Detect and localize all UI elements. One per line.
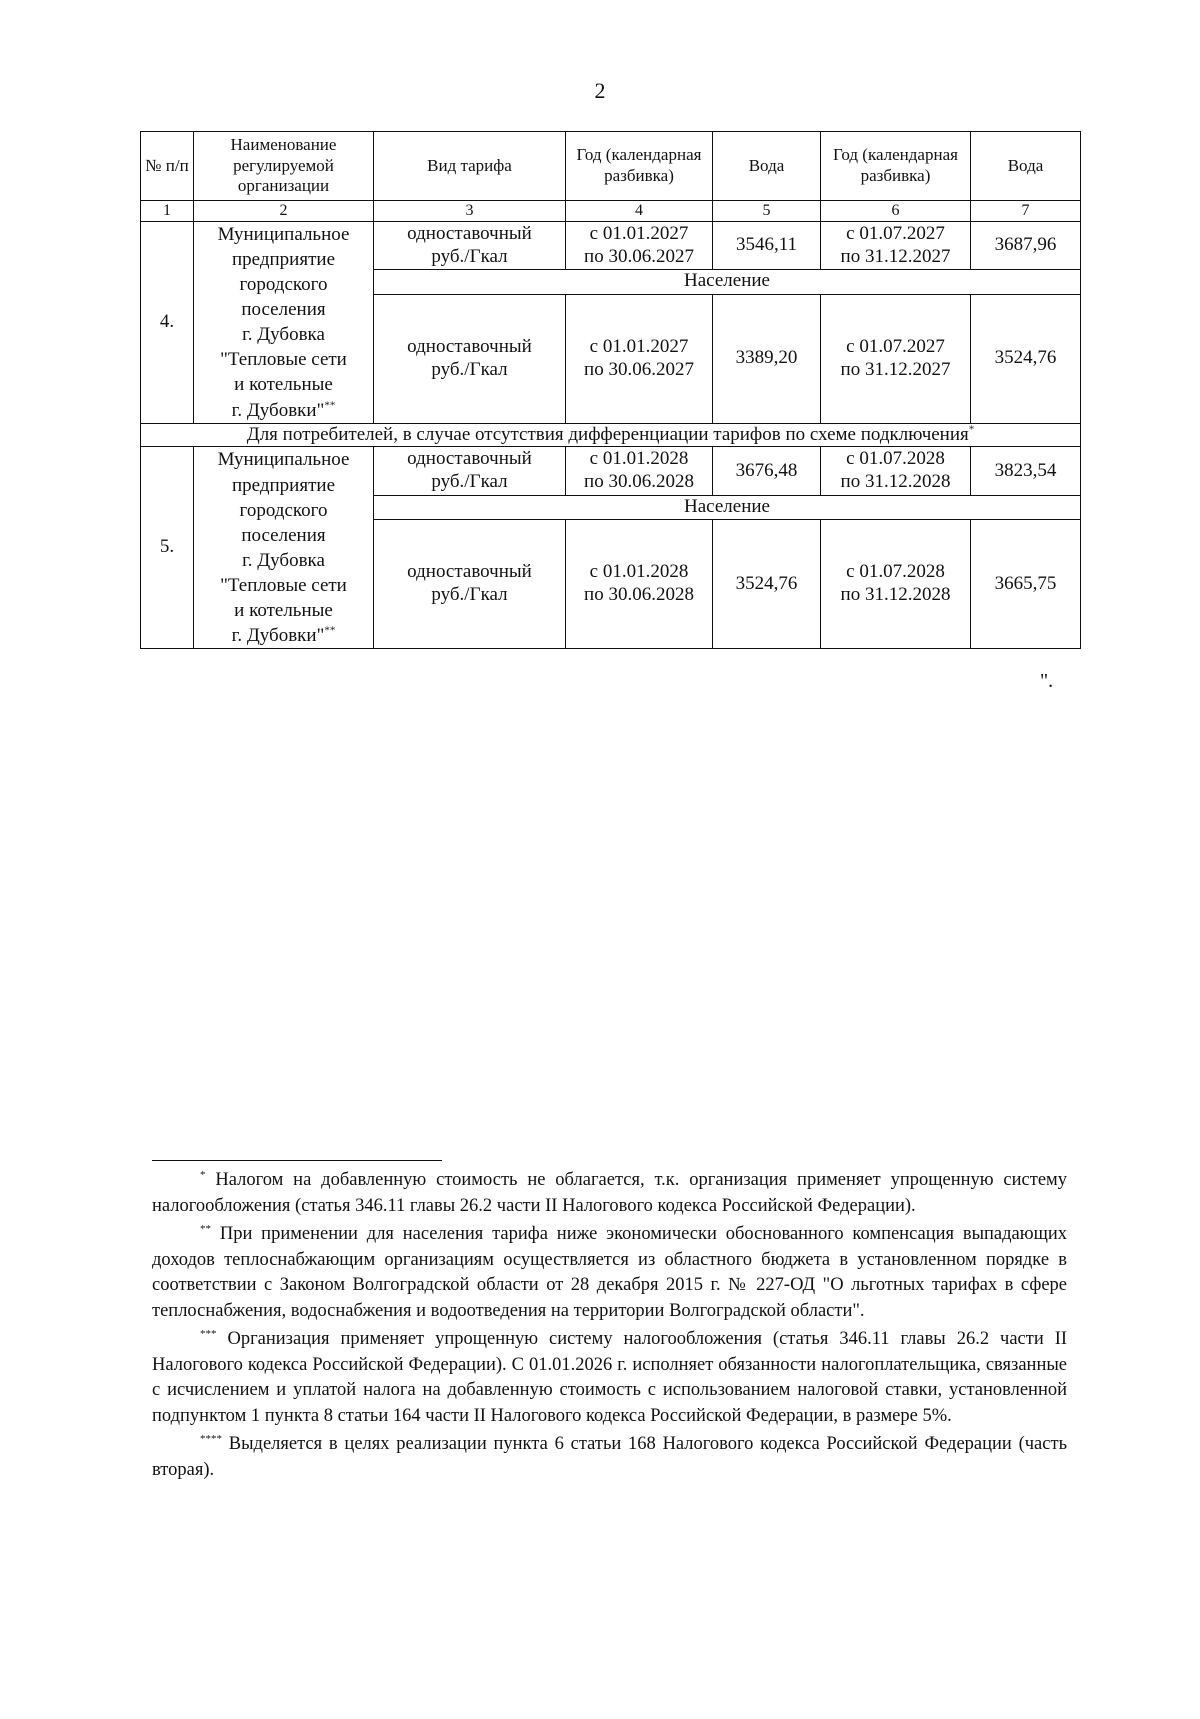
note-row bbox=[141, 423, 1081, 447]
period-cell: с 01.07.2027 по 31.12.2027 bbox=[821, 222, 971, 270]
footnote-mark: ** bbox=[324, 399, 336, 412]
tariff-type-cell: одноставочный руб./Гкал bbox=[374, 447, 566, 495]
column-numbers-row bbox=[141, 201, 1081, 222]
column-number: 2 bbox=[194, 201, 374, 222]
water-value: 3676,48 bbox=[713, 447, 821, 495]
period-cell: с 01.01.2027 по 30.06.2027 bbox=[566, 294, 713, 423]
note-cell: Для потребителей, в случае отсутствия дифференциации тарифов по схеме подключения* bbox=[141, 423, 1081, 447]
row-number: 5. bbox=[141, 447, 194, 649]
water-value: 3823,54 bbox=[971, 447, 1081, 495]
closing-quote-mark: ". bbox=[1040, 670, 1054, 692]
table-header-row bbox=[141, 132, 1081, 201]
header-year-2: Год (календарная разбивка) bbox=[821, 132, 971, 201]
row-number: 4. bbox=[141, 222, 194, 424]
header-water-1: Вода bbox=[713, 132, 821, 201]
org-name-cell: Муниципальное предприятие городского поселения г. Дубовка "Тепловые сети и котельные г. Дубовки"** bbox=[194, 222, 374, 424]
header-year-1: Год (календарная разбивка) bbox=[566, 132, 713, 201]
footnote-mark: ** bbox=[200, 1222, 211, 1235]
period-cell: с 01.07.2028 по 31.12.2028 bbox=[821, 520, 971, 649]
water-value: 3546,11 bbox=[713, 222, 821, 270]
header-no: № п/п bbox=[141, 132, 194, 201]
footnote: ** При применении для населения тарифа ниже экономически обоснованного компенсация выпадающих доходов теплоснабжающим организациям осуществляется из областного бюджета в установленном порядке в соответствии с Законом Волгоградской области от 28 декабря 2015 г. № 227-ОД "О льготных тарифах в сфере теплоснабжения, водоснабжения и водоотведения на территории Волгоградской области". bbox=[152, 1222, 1067, 1321]
tariff-type-cell: одноставочный руб./Гкал bbox=[374, 294, 566, 423]
footnotes bbox=[152, 1168, 1067, 1486]
population-label: Население bbox=[374, 270, 1081, 295]
org-name-cell: Муниципальное предприятие городского поселения г. Дубовка "Тепловые сети и котельные г. Дубовки"** bbox=[194, 447, 374, 649]
period-cell: с 01.01.2028 по 30.06.2028 bbox=[566, 447, 713, 495]
population-label: Население bbox=[374, 495, 1081, 520]
header-water-2: Вода bbox=[971, 132, 1081, 201]
footnote-mark: * bbox=[968, 423, 975, 436]
footnote-mark: *** bbox=[200, 1327, 217, 1340]
footnote: * Налогом на добавленную стоимость не облагается, т.к. организация применяет упрощенную систему налогообложения (статья 346.11 главы 26.2 части II Налогового кодекса Российской Федерации). bbox=[152, 1168, 1067, 1216]
column-number: 1 bbox=[141, 201, 194, 222]
water-value: 3524,76 bbox=[713, 520, 821, 649]
period-cell: с 01.07.2027 по 31.12.2027 bbox=[821, 294, 971, 423]
tariff-type-cell: одноставочный руб./Гкал bbox=[374, 222, 566, 270]
tariff-type-cell: одноставочный руб./Гкал bbox=[374, 520, 566, 649]
page-number: 2 bbox=[594, 78, 606, 103]
footnote-mark: * bbox=[200, 1168, 206, 1181]
footnote-mark: ** bbox=[324, 624, 336, 637]
column-number: 5 bbox=[713, 201, 821, 222]
table-row bbox=[141, 222, 1081, 270]
footnote: **** Выделяется в целях реализации пункта 6 статьи 168 Налогового кодекса Российской Федерации (часть вторая). bbox=[152, 1433, 1068, 1480]
footnote-divider bbox=[152, 1160, 442, 1161]
column-number: 4 bbox=[566, 201, 713, 222]
column-number: 3 bbox=[374, 201, 566, 222]
water-value: 3665,75 bbox=[971, 520, 1081, 649]
table-row bbox=[141, 447, 1081, 495]
period-cell: с 01.01.2028 по 30.06.2028 bbox=[566, 520, 713, 649]
tariff-table bbox=[140, 131, 1081, 649]
water-value: 3389,20 bbox=[713, 294, 821, 423]
column-number: 6 bbox=[821, 201, 971, 222]
water-value: 3687,96 bbox=[971, 222, 1081, 270]
footnote: *** Организация применяет упрощенную систему налогообложения (статья 346.11 главы 26.2 части II Налогового кодекса Российской Федерации). С 01.01.2026 г. исполняет обязанности налогоплательщика, связанные с исчислением и уплатой налога на добавленную стоимость с использованием налоговой ставки, установленной подпунктом 1 пункта 8 статьи 164 части II Налогового кодекса Российской Федерации, в размере 5%. bbox=[152, 1327, 1068, 1426]
period-cell: с 01.01.2027 по 30.06.2027 bbox=[566, 222, 713, 270]
column-number: 7 bbox=[971, 201, 1081, 222]
header-org-name: Наименование регулируемой организации bbox=[194, 132, 374, 201]
water-value: 3524,76 bbox=[971, 294, 1081, 423]
footnote-mark: **** bbox=[200, 1433, 222, 1445]
header-tariff-type: Вид тарифа bbox=[374, 132, 566, 201]
period-cell: с 01.07.2028 по 31.12.2028 bbox=[821, 447, 971, 495]
